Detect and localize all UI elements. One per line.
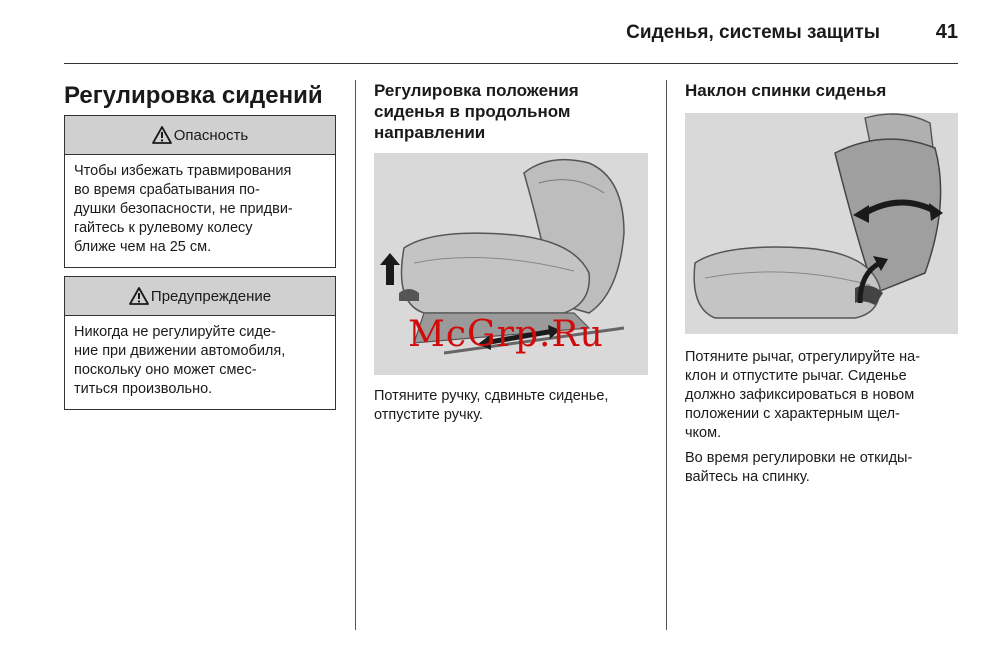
text-line: титься произвольно. [74, 381, 213, 397]
text-line: поскольку оно может смес- [74, 362, 257, 378]
backrest-recline-drawing [685, 113, 958, 334]
warning-text [65, 316, 335, 409]
warning-notice [64, 276, 336, 410]
header-rule [64, 63, 958, 64]
backrest-recline-illustration [685, 113, 958, 334]
text-line: ние при движении автомобиля, [74, 343, 286, 359]
text-line: Чтобы избежать травмирования [74, 163, 292, 179]
text-line: клон и отпустите рычаг. Сиденье [685, 368, 907, 384]
text-line: должно зафиксироваться в новом [685, 387, 915, 403]
text-line: вайтесь на спинку. [685, 469, 810, 485]
section-heading [374, 80, 650, 143]
danger-text [65, 155, 335, 267]
column-middle [374, 80, 650, 425]
text-line: Потяните ручку, сдвиньте сиденье, [374, 388, 609, 404]
text-line: Потяните рычаг, отрегулируйте на- [685, 349, 921, 365]
text-line: гайтесь к рулевому колесу [74, 220, 253, 236]
section-title: Сиденья, системы защиты [626, 22, 880, 43]
danger-label: Опасность [173, 126, 249, 144]
section-heading: Наклон спинки сиденья [685, 81, 887, 100]
page-header [0, 0, 1000, 64]
instruction-text [374, 387, 650, 425]
caution-text [685, 449, 959, 487]
danger-notice [64, 115, 336, 268]
column-left [64, 80, 336, 410]
heading-line: Регулировка положения [374, 81, 579, 100]
heading-line: сиденья в продольном [374, 102, 571, 121]
text-line: ближе чем на 25 см. [74, 239, 212, 255]
warning-label: Предупреждение [150, 287, 272, 305]
instruction-text [685, 348, 959, 443]
page-title: Регулировка сидений [64, 82, 323, 109]
column-right [685, 80, 959, 487]
danger-header [65, 116, 335, 155]
heading-line: направлении [374, 123, 486, 142]
warning-triangle-icon [152, 126, 172, 144]
watermark: McGrp.Ru [408, 314, 604, 355]
text-line: Во время регулировки не откиды- [685, 450, 913, 466]
text-line: во время срабатывания по- [74, 182, 260, 198]
text-line: Никогда не регулируйте сиде- [74, 324, 276, 340]
warning-triangle-icon [129, 287, 149, 305]
text-line: душки безопасности, не придви- [74, 201, 293, 217]
text-line: положении с характерным щел- [685, 406, 900, 422]
column-divider [355, 80, 356, 630]
warning-header [65, 277, 335, 316]
text-line: чком. [685, 425, 722, 441]
text-line: отпустите ручку. [374, 407, 483, 423]
page-number: 41 [935, 21, 958, 43]
column-divider [666, 80, 667, 630]
